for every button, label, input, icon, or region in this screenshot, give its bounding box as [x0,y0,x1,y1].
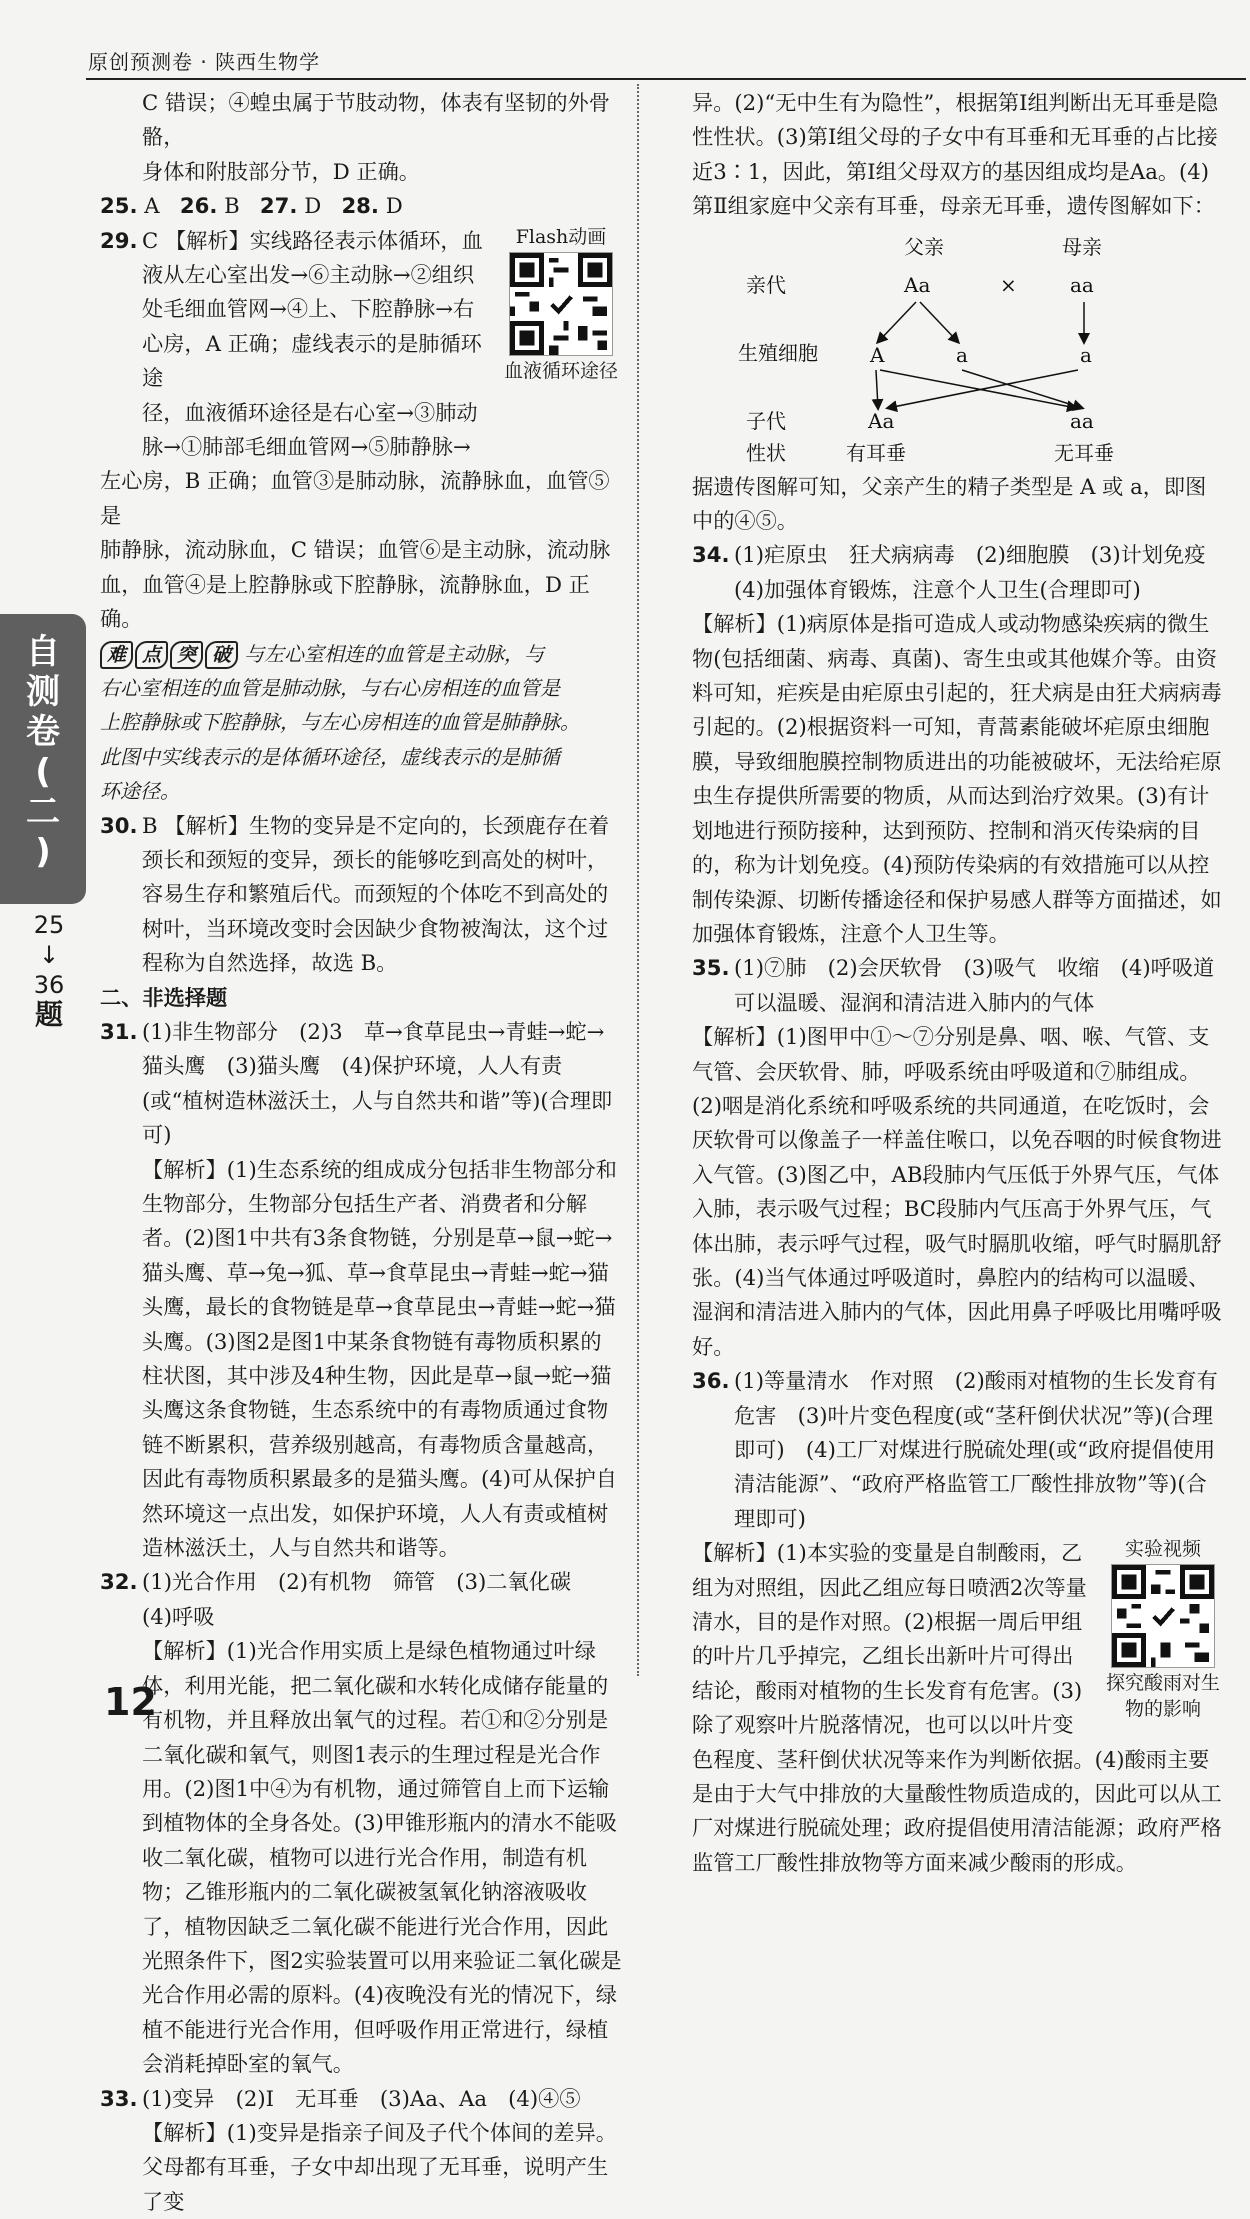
q34-answer: (1)疟原虫 狂犬病病毒 (2)细胞膜 (3)计划免疫 (4)加强体育锻炼，注意个人卫生(合理即可) [734,542,1227,602]
header-rule [86,78,1246,80]
trait-2: 无耳垂 [1054,440,1114,465]
question-35: 35. (1)⑦肺 (2)会厌软骨 (3)吸气 收缩 (4)呼吸道可以温暖、湿润和清洁进入肺内的气体 [692,951,1224,1020]
gamete-a-father: a [956,342,968,367]
qr-block-flash [500,224,622,384]
continuation-line: 身体和附肢部分节，D 正确。 [142,158,420,184]
label-father: 父亲 [904,234,944,259]
question-33: 33. (1)变异 (2)Ⅰ 无耳垂 (3)Aa、Aa (4)④⑤ 【解析】(1)变异是指亲子间及子代个体间的差异。父母都有耳垂，子女中却出现了无耳垂，说明产生了变 [100,2082,622,2219]
gamete-a-mother: a [1080,342,1092,367]
qr-block-video [1102,1536,1224,1722]
side-tab-label [20,632,66,872]
q29-cont: 左心房，B 正确；血管③是肺动脉，流静脉血，血管⑤是 [100,468,610,528]
trait-1: 有耳垂 [846,440,906,465]
q32-answer: (1)光合作用 (2)有机物 筛管 (3)二氧化碳 (4)呼吸 [142,1569,593,1629]
q33-tail: 据遗传图解可知，父亲产生的精子类型是 A 或 a，即图中的④⑤。 [692,473,1207,534]
badge-dian: 点 [135,641,168,669]
arrow-line [878,302,916,342]
question-36: 36. (1)等量清水 作对照 (2)酸雨对植物的生长发育有危害 (3)叶片变色程度(或“茎秆倒伏状况”等)(合理即可) (4)工厂对煤进行脱硫处理(或“政府提倡使用清洁能源”、“政府严格监管工厂酸性排放物”等)(合理即可) [692,1364,1224,1536]
q29-cont: 肺静脉，流动脉血，C 错误；血管⑥是主动脉，流动脉 [100,537,611,563]
badge-po: 破 [205,641,238,669]
key-point-note: 难 点 突 破 与左心室相连的血管是主动脉，与 右心室相连的血管是肺动脉，与右心房相连的血管是 上腔静脉或下腔静脉，与左心房相连的血管是肺静脉。 此图中实线表示的是体循环途径，虚线表示的是肺循 环途径。 [100,641,580,804]
q35-answer: (1)⑦肺 (2)会厌软骨 (3)吸气 收缩 (4)呼吸道可以温暖、湿润和清洁进入肺内的气体 [734,955,1215,1015]
section-heading: 二、非选择题 [100,984,228,1010]
q29-cont: 血，血管④是上腔静脉或下腔静脉，流静脉血，D 正确。 [100,571,590,632]
answers-25-28: 25. A 26. B 27. D 28. D [100,193,403,219]
cross-symbol: × [1000,272,1017,297]
side-tab-char: 二 [26,792,60,832]
genetic-cross-diagram [692,230,1224,466]
q36-analysis: 【解析】(1)本实验的变量是自制酸雨，乙组为对照组，因此乙组应每日喷洒2次等量清水，目的是作对照。(2)根据一周后甲组的叶片几乎掉完，乙组长出新叶片可得出结论，酸雨对植物的生长发育有危害。(3)除了观察叶片脱落情况，也可以以叶片变色程度、茎秆倒伏状况等来作为判断依据。(4)酸雨主要是由于大气中排放的大量酸性物质造成的，因此可以从工厂对煤进行脱硫处理；政府提倡使用清洁能源；政府严格监管工厂酸性排放物等方面来减少酸雨的形成。 [692,1540,1222,1875]
right-column [692,86,1227,1880]
qr-title: 实验视频 [1124,1538,1201,1561]
left-column [100,86,622,2219]
mother-genotype: aa [1070,272,1094,297]
question-29: 29. Flash动画 血液循环途径 C 【解析】实线路径表示体循环，血 液从左心室出发→⑥主动脉→②组织 处毛细血管网→④上、下腔静脉→右 心房，A 正确；虚线表示的是肺循环途 径，血液循环途径是右心室→③肺动 脉→①肺部毛细血管网→⑤肺静脉→ [100,224,622,465]
q31-analysis: 【解析】(1)生态系统的组成成分包括非生物部分和生物部分，生物部分包括生产者、消费者和分解者。(2)图1中共有3条食物链，分别是草→鼠→蛇→猫头鹰、草→兔→狐、草→食草昆虫→青蛙→蛇→猫头鹰，最长的食物链是草→食草昆虫→青蛙→蛇→猫头鹰。(3)图2是图1中某条食物链有毒物质积累的柱状图，其中涉及4种生物，因此是草→鼠→蛇→猫头鹰这条食物链，生态系统中的有毒物质通过食物链不断累积，营养级别越高，有毒物质含量越高，因此有毒物质积累最多的是猫头鹰。(4)可从保护自然环境这一点出发，如保护环境，人人有责或植树造林滋沃土，人与自然共和谐等。 [142,1156,617,1561]
continuation-line: C 错误；④蝗虫属于节肢动物，体表有坚韧的外骨骼， [142,90,610,150]
q32-analysis: 【解析】(1)光合作用实质上是绿色植物通过叶绿体，利用光能，把二氧化碳和水转化成储存能量的有机物，并且释放出氧气的过程。若①和②分别是二氧化碳和氧气，则图1表示的生理过程是光合作用。(2)图1中④为有机物，通过筛管自上而下运输到植物体的全身各处。(3)甲锥形瓶内的清水不能吸收二氧化碳，植物可以进行光合作用，制造有机物；乙锥形瓶内的二氧化碳被氢氧化钠溶液吸收了，植物因缺乏二氧化碳不能进行光合作用，因此光照条件下，图2实验装置可以用来验证二氧化碳是光合作用必需的原料。(4)夜晚没有光的情况下，绿植不能进行光合作用，但呼吸作用正常进行，绿植会消耗掉卧室的氧气。 [142,1638,622,2077]
side-tab-char: 自 [26,632,60,672]
q34-analysis: 【解析】(1)病原体是指可造成人或动物感染疾病的微生物(包括细菌、病毒、真菌)、寄生虫或其他媒介等。由资料可知，疟疾是由疟原虫引起的，狂犬病是由狂犬病病毒引起的。(2)根据资料一可知，青蒿素能破坏疟原虫细胞膜，导致细胞膜控制物质进出的功能被破坏，无法给疟原虫生存提供所需要的物质，从而达到治疗效果。(3)有计划地进行预防接种，达到预防、控制和消灭传染病的目的，称为计划免疫。(4)预防传染病的有效措施可以从控制传染源、切断传播途径和保护易感人群等方面描述，如加强体育锻炼，注意个人卫生等。 [692,611,1222,946]
qr-caption: 血液循环途径 [503,359,618,382]
down-arrow-icon: ↓ [38,941,60,969]
row-child: 子代 [746,408,786,433]
label-mother: 母亲 [1062,234,1102,259]
qr-code-icon[interactable] [509,252,613,356]
child-genotype-2: aa [1070,408,1094,433]
badge-tu: 突 [170,641,203,669]
side-tab-char: ) [35,832,51,872]
gamete-A: A [870,342,885,367]
qr-caption: 探究酸雨对生物的影响 [1105,1672,1220,1721]
q33-analysis: 【解析】(1)变异是指亲子间及子代个体间的差异。父母都有耳垂，子女中却出现了无耳垂，说明产生了变 [142,2119,617,2214]
q35-analysis: 【解析】(1)图甲中①～⑦分别是鼻、咽、喉、气管、支气管、会厌软骨、肺，呼吸系统由呼吸道和⑦肺组成。(2)咽是消化系统和呼吸系统的共同通道，在吃饭时，会厌软骨可以像盖子一样盖住喉口，以免吞咽的时候食物进入气管。(3)图乙中，AB段肺内气压低于外界气压，气体入肺，表示吸气过程；BC段肺内气压高于外界气压，气体出肺，表示呼气过程，吸气时膈肌收缩，呼气时膈肌舒张。(4)当气体通过呼吸道时，鼻腔内的结构可以温暖、湿润和清洁进入肺内的气体，因此用鼻子呼吸比用嘴呼吸好。 [692,1024,1222,1359]
key-point-badges [100,641,238,669]
question-32: 32. (1)光合作用 (2)有机物 筛管 (3)二氧化碳 (4)呼吸 【解析】(1)光合作用实质上是绿色植物通过叶绿体，利用光能，把二氧化碳和水转化成储存能量的有机物，并且释放出氧气的过程。若①和②分别是二氧化碳和氧气，则图1表示的生理过程是光合作用。(2)图1中④为有机物，通过筛管自上而下运输到植物体的全身各处。(3)甲锥形瓶内的清水不能吸收二氧化碳，植物可以进行光合作用，制造有机物；乙锥形瓶内的二氧化碳被氢氧化钠溶液吸收了，植物因缺乏二氧化碳不能进行光合作用，因此光照条件下，图2实验装置可以用来验证二氧化碳是光合作用必需的原料。(4)夜晚没有光的情况下，绿植不能进行光合作用，但呼吸作用正常进行，绿植会消耗掉卧室的氧气。 [100,1565,622,2081]
side-tab-char: 测 [26,672,60,712]
q31-answer: (1)非生物部分 (2)3 草→食草昆虫→青蛙→蛇→猫头鹰 (3)猫头鹰 (4)保护环境，人人有责(或“植树造林滋沃土，人与自然共和谐”等)(合理即可) [142,1018,613,1148]
question-31: 31. (1)非生物部分 (2)3 草→食草昆虫→青蛙→蛇→猫头鹰 (3)猫头鹰 (4)保护环境，人人有责(或“植树造林滋沃土，人与自然共和谐”等)(合理即可) 【解析】(1)生态系统的组成成分包括非生物部分和生物部分，生物部分包括生产者、消费者和分解者。(2)图1中共有3条食物链，分别是草→鼠→蛇→猫头鹰、草→兔→狐、草→食草昆虫→青蛙→蛇→猫头鹰，最长的食物链是草→食草昆虫→青蛙→蛇→猫头鹰。(3)图2是图1中某条食物链有毒物质积累的柱状图，其中涉及4种生物，因此是草→鼠→蛇→猫头鹰这条食物链，生态系统中的有毒物质通过食物链不断累积，营养级别越高，有毒物质含量越高，因此有毒物质积累最多的是猫头鹰。(4)可从保护自然环境这一点出发，如保护环境，人人有责或植树造林滋沃土，人与自然共和谐等。 [100,1015,622,1566]
child-genotype-1: Aa [868,408,895,433]
q33-continuation: 异。(2)“无中生有为隐性”，根据第Ⅰ组判断出无耳垂是隐性性状。(3)第Ⅰ组父母的子女中有耳垂和无耳垂的占比接近3∶1，因此，第Ⅰ组父母双方的基因组成均是Aa。(4)第Ⅱ组家庭中父亲有耳垂，母亲无耳垂，遗传图解如下： [692,90,1219,219]
q36-answer: (1)等量清水 作对照 (2)酸雨对植物的生长发育有危害 (3)叶片变色程度(或“茎秆倒伏状况”等)(合理即可) (4)工厂对煤进行脱硫处理(或“政府提倡使用清洁能源”、“政府严格监管工厂酸性排放物”等)(合理即可) [734,1368,1218,1531]
side-question-range: 25 ↓ 36 题 [26,910,72,1030]
column-divider [637,84,639,1676]
q36-analysis-block [692,1536,1224,1880]
page-number: 12 [104,1680,157,1724]
question-30: 30. B 【解析】生物的变异是不定向的，长颈鹿存在着颈长和颈短的变异，颈长的能够吃到高处的树叶，容易生存和繁殖后代。而颈短的个体吃不到高处的树叶，当环境改变时会因缺少食物被淘汰，这个过程称为自然选择，故选 B。 [100,812,610,976]
q33-answer: (1)变异 (2)Ⅰ 无耳垂 (3)Aa、Aa (4)④⑤ [142,2085,581,2111]
qr-code-icon[interactable] [1111,1564,1215,1668]
father-genotype: Aa [904,272,931,297]
badge-nan: 难 [100,641,133,669]
header-title: 原创预测卷 · 陕西生物学 [88,50,321,74]
row-parent: 亲代 [746,272,786,297]
side-tab-char: 卷 [26,712,60,752]
side-tab-char: ( [35,752,51,792]
arrow-line [920,302,958,342]
question-34: 34. (1)疟原虫 狂犬病病毒 (2)细胞膜 (3)计划免疫 (4)加强体育锻炼，注意个人卫生(合理即可) [692,538,1224,607]
row-trait: 性状 [746,440,786,465]
arrow-line [876,370,878,408]
qr-title: Flash动画 [515,225,607,248]
row-gamete: 生殖细胞 [738,340,818,365]
